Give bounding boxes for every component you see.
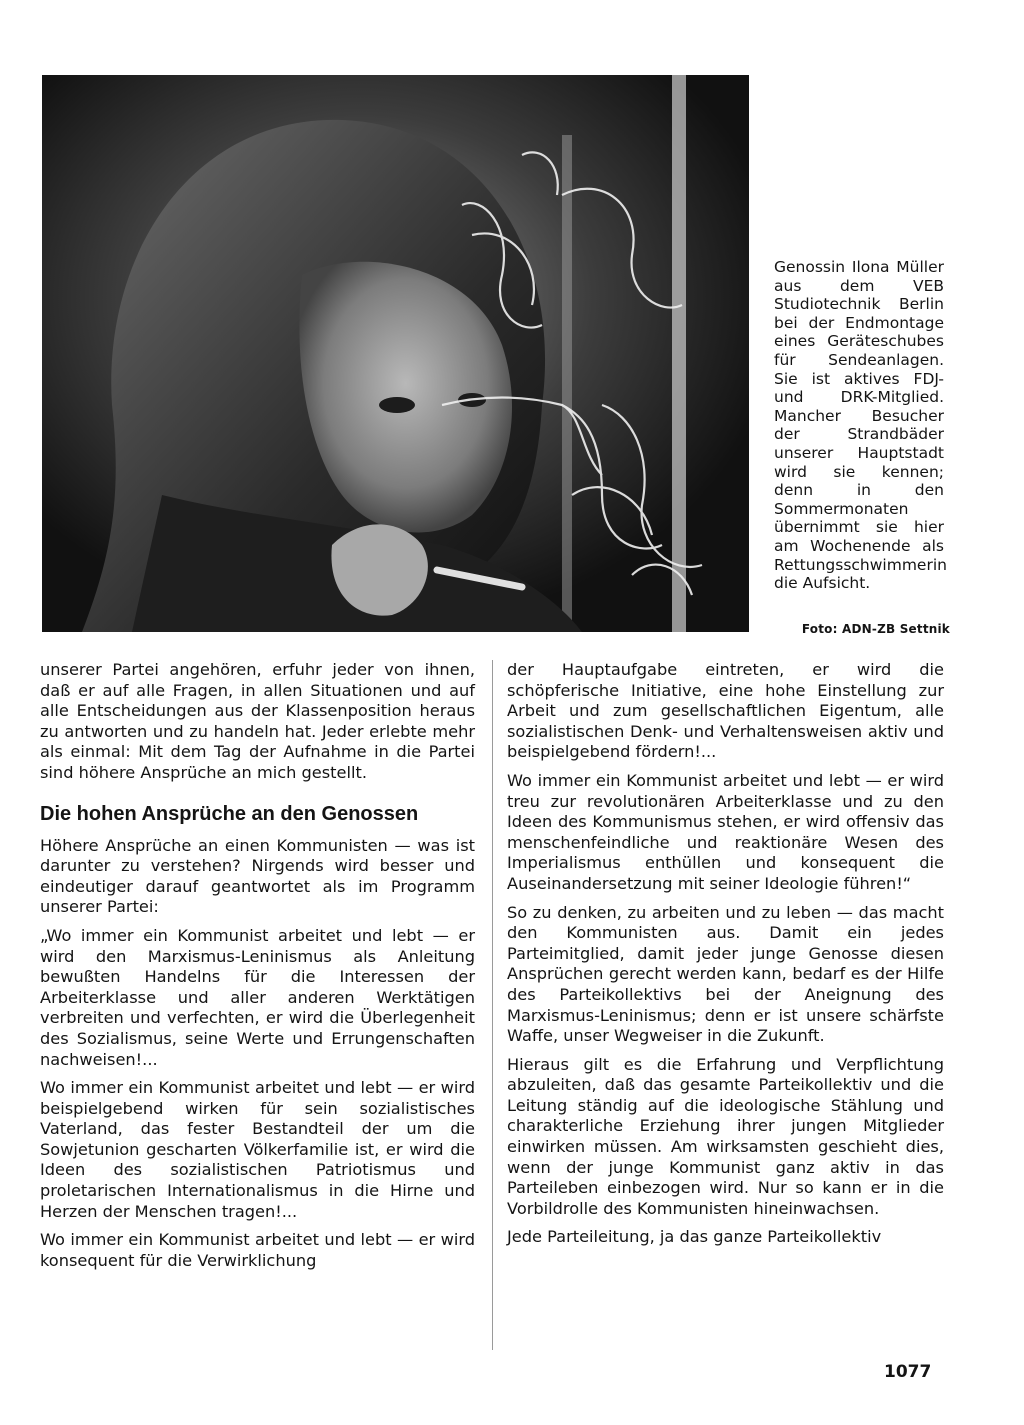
paragraph: Höhere Ansprüche an einen Kommunisten — was ist darunter zu verstehen? Nirgends wird besser und eindeutiger darauf geantwortet als im Programm unserer Partei: <box>40 835 475 917</box>
paragraph: Hieraus gilt es die Erfahrung und Verpflichtung abzuleiten, daß das gesamte Parteikollektiv und die Leitung ständig auf die ideologische Stählung und charakterliche Erziehung ihrer jungen Mitglieder einwirken müssen. Am wirksamsten geschieht dies, wenn der junge Kommunist ganz aktiv in das Parteileben einbezogen wird. Nur so kann er in die Vorbildrolle des Kommunisten hineinwachsen. <box>507 1054 944 1218</box>
paragraph: unserer Partei angehören, erfuhr jeder von ihnen, daß er auf alle Fragen, in allen Situationen und auf alle Entscheidungen aus der Klassenposition heraus zu antworten und zu handeln hat. Jeder erlebte mehr als einmal: Mit dem Tag der Aufnahme in die Partei sind höhere Ansprüche an mich gestellt. <box>40 660 475 782</box>
left-column <box>40 660 475 1279</box>
quote-paragraph: Wo immer ein Kommunist arbeitet und lebt — er wird beispielgebend wirken für sein sozialistisches Vaterland, das fester Bestandteil der um die Sowjetunion gescharten Völkerfamilie ist, er wird die Ideen des sozialistischen Patriotismus und proletarischen Internationalismus in die Hirne und Herzen der Menschen tragen!... <box>40 1078 475 1221</box>
article-photo <box>42 75 749 632</box>
photo-credit: Foto: ADN-ZB Settnik <box>801 622 950 636</box>
photo-caption: Genossin Ilona Müller aus dem VEB Studiotechnik Berlin bei der Endmontage eines Geräteschubes für Sendeanlagen. Sie ist aktives FDJ- und DRK-Mitglied. Mancher Besucher der Strandbäder unserer Hauptstadt wird sie kennen; denn in den Sommermonaten übernimmt sie hier am Wochenende als Rettungsschwimmerin die Aufsicht. <box>774 258 947 593</box>
paragraph: So zu denken, zu arbeiten und zu leben — das macht den Kommunisten aus. Damit ein jedes Parteimitglied, damit jeder junge Genosse diesen Ansprüchen gerecht werden kann, bedarf es der Hilfe des Parteikollektivs bei der Aneignung des Marxismus-Leninismus; denn er ist unsere schärfste Waffe, unser Wegweiser in die Zukunft. <box>507 902 944 1046</box>
quote-paragraph: Wo immer ein Kommunist arbeitet und lebt — er wird konsequent für die Verwirklichung <box>40 1230 475 1270</box>
column-divider <box>492 660 493 1350</box>
quote-paragraph: Wo immer ein Kommunist arbeitet und lebt — er wird treu zur revolutionären Arbeiterklasse und zu den Ideen des Kommunismus stehen, er wird offensiv das menschenfeindliche und reaktionäre Wesen des Imperialismus enthüllen und konsequent die Auseinandersetzung mit seiner Ideologie führen!“ <box>507 770 944 893</box>
paragraph: Jede Parteileitung, ja das ganze Parteikollektiv <box>507 1227 882 1247</box>
right-column <box>507 660 944 1256</box>
section-heading: Die hohen Ansprüche an den Genossen <box>40 802 419 825</box>
quote-paragraph: „Wo immer ein Kommunist arbeitet und lebt — er wird den Marxismus-Leninismus als Anleitung bewußten Handelns für die Interessen der Arbeiterklasse und aller anderen Werktätigen verbreiten und verfechten, er wird die Überlegenheit des Sozialismus, seine Werte und Errungenschaften nachweisen!... <box>40 925 475 1069</box>
page-number: 1077 <box>884 1362 932 1382</box>
quote-paragraph: der Hauptaufgabe eintreten, er wird die schöpferische Initiative, eine hohe Einstellung zur Arbeit und zum gesellschaftlichen Eigentum, alle sozialistischen Denk- und Verhaltensweisen aktiv und beispielgebend fördern!... <box>507 660 944 762</box>
photo-woman-wiring-icon <box>42 75 749 632</box>
